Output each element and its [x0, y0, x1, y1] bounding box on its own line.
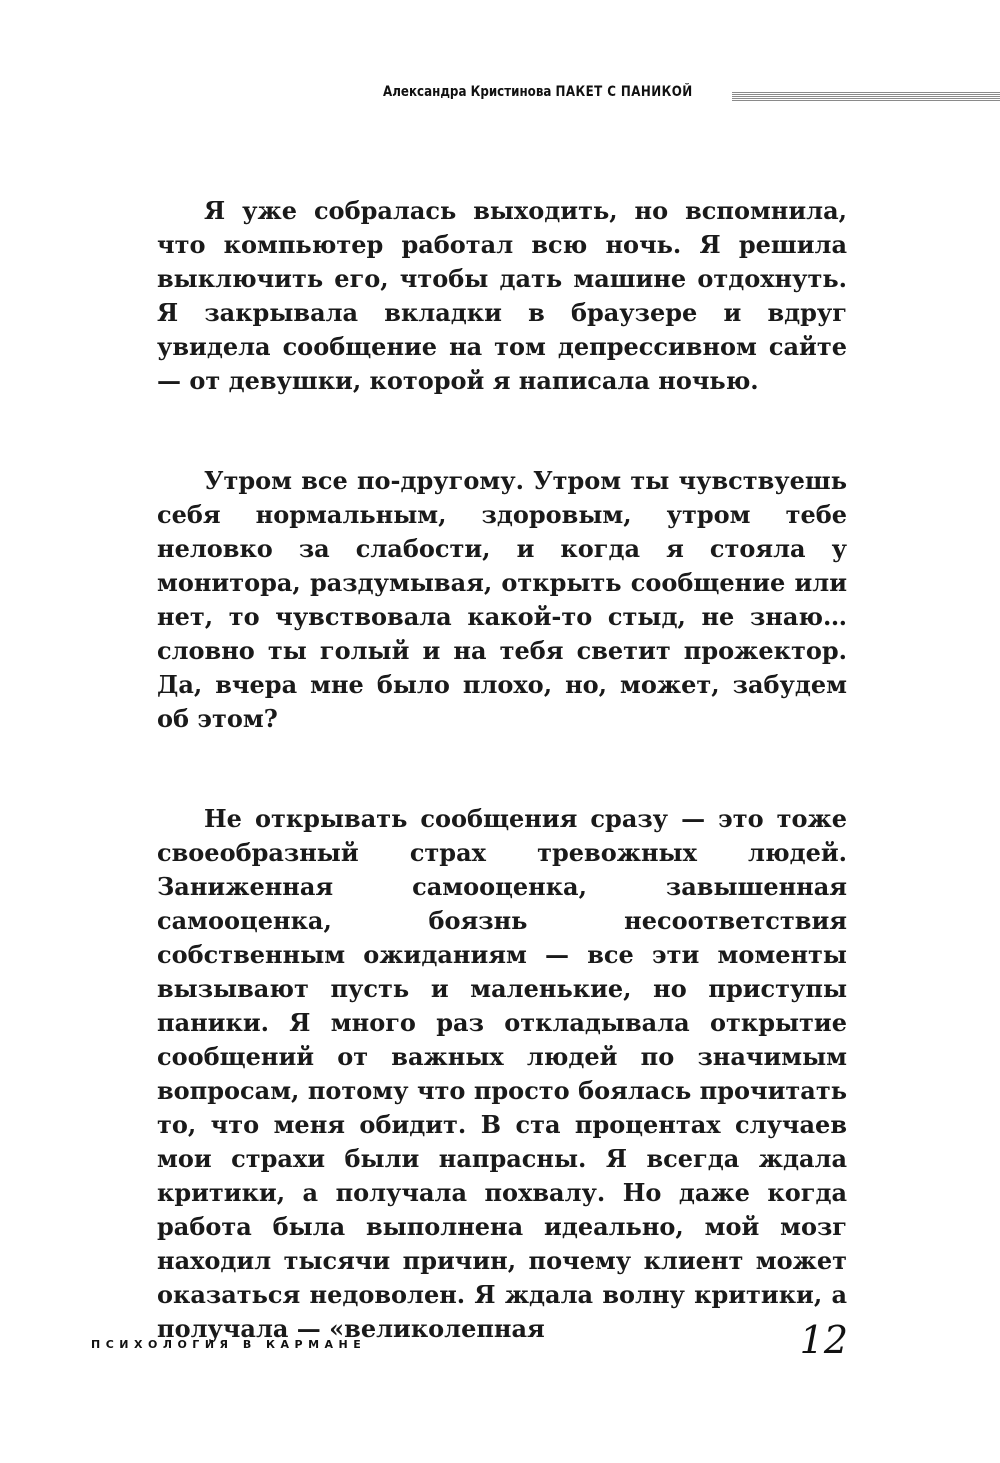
page-body — [157, 194, 847, 1346]
page-number: 12 — [799, 1318, 848, 1362]
paragraph-2: Утром все по-другому. Утром ты чувствуешь себя нормальным, здоровым, утром тебе неловко за слабости, и когда я стояла у монитора, раздумывая, открыть сообщение или нет, то чувствовала какой-то стыд, не знаю… словно ты голый и на тебя светит прожектор. Да, вчера мне было плохо, но, может, забудем об этом? — [157, 466, 847, 733]
paragraph-1: Я уже собралась выходить, но вспомнила, что компьютер работал всю ночь. Я решила выключить его, чтобы дать машине отдохнуть. Я закрывала вкладки в браузере и вдруг увидела сообщение на том депрессивном сайте — от девушки, которой я написала ночью. — [157, 196, 847, 395]
running-head-author: Александра Кристинова — [383, 84, 552, 100]
running-head-book-title: ПАКЕТ С ПАНИКОЙ — [555, 84, 693, 100]
series-title: ПСИХОЛОГИЯ В КАРМАНЕ — [91, 1338, 367, 1351]
running-head-rule — [732, 92, 1000, 101]
running-head — [383, 84, 693, 100]
paragraph-3: Не открывать сообщения сразу — это тоже своеобразный страх тревожных людей. Заниженная самооценка, завышенная самооценка, боязнь несоответствия собственным ожиданиям — все эти моменты вызывают пусть и маленькие, но приступы паники. Я много раз откладывала открытие сообщений от важных людей по значимым вопросам, потому что просто боялась прочитать то, что меня обидит. В ста процентах случаев мои страхи были напрасны. Я всегда ждала критики, а получала похвалу. Но даже когда работа была выполнена идеально, мой мозг находил тысячи причин, почему клиент может оказаться недоволен. Я ждала волну критики, а получала — «великолепная — [157, 804, 847, 1343]
